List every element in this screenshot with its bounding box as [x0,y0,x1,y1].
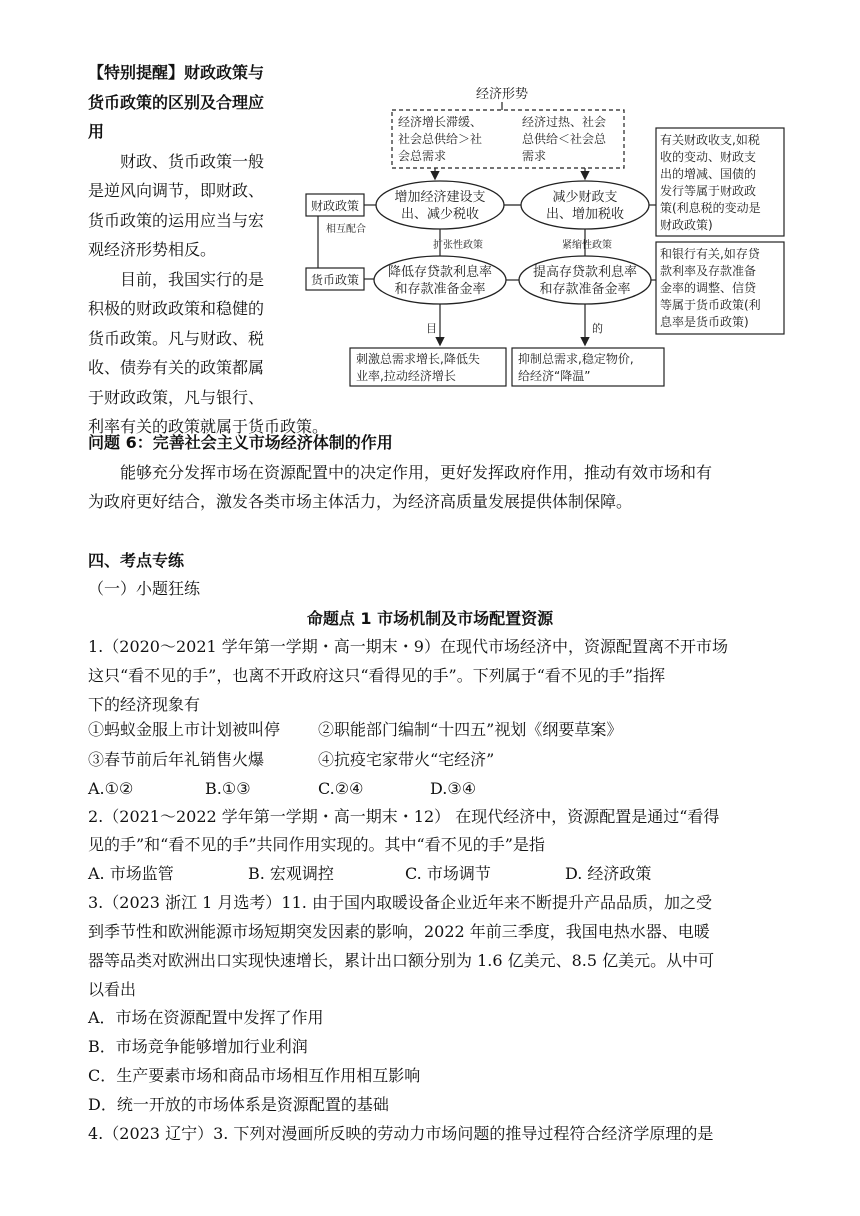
result-right-line: 抑制总需求,稳定物价, [518,352,634,366]
q1-item: ④抗疫宅家带火“宅经济” [318,750,495,769]
monetary-tight-line: 和存款准备金率 [539,282,631,297]
fiscal-expand-line: 增加经济建设支 [394,190,486,205]
q2-option-b[interactable]: B. 宏观调控 [248,864,334,883]
fiscal-expand-line: 出、减少税收 [400,207,480,222]
reminder-title-line: 【特别提醒】财政政策与 [88,63,265,82]
q1-option-c[interactable]: C.②④ [318,779,364,798]
fiscal-note-line: 收的变动、财政支 [660,150,757,164]
tight-policy-label: 紧缩性政策 [562,240,612,251]
q4-stem-line: 4.（2023 辽宁）3. 下列对漫画所反映的劳动力市场问题的推导过程符合经济学原理的是 [88,1124,714,1143]
expand-policy-label: 扩张性政策 [433,240,483,251]
result-right-line: 给经济“降温” [518,369,591,383]
reminder-text-line: 是逆风向调节，即财政、 [88,181,265,200]
q3-stem-line: 到季节性和欧洲能源市场短期突发因素的影响，2022 年前三季度，我国电热水器、电暖 [88,922,710,941]
right-situation-line: 总供给＜社会总 [522,132,607,146]
policy-diagram [300,82,786,390]
reminder-text-line: 积极的财政政策和稳健的 [88,299,265,318]
reminder-text-line: 利率有关的政策就属于货币政策。 [88,417,329,436]
monetary-note-line: 金率的调整、信贷 [660,281,757,295]
policy-diagram-svg [300,82,786,390]
q1-item: ③春节前后年礼销售火爆 [88,750,265,769]
left-situation-line: 社会总供给＞社 [398,132,483,146]
monetary-tight-line: 提高存贷款利息率 [532,265,638,280]
section4-subheading: （一）小题狂练 [88,579,201,598]
right-situation-line: 需求 [522,149,547,163]
q1-item: ②职能部门编制“十四五”视划《纲要草案》 [318,720,623,739]
monetary-policy-label: 货币政策 [310,273,360,287]
q1-option-a[interactable]: A.①② [88,779,134,798]
reminder-title-line: 用 [88,122,105,141]
monetary-expand-line: 和存款准备金率 [394,282,486,297]
fiscal-note-line: 财政政策) [660,218,713,232]
issue6-heading: 问题 6：完善社会主义市场经济体制的作用 [88,433,393,452]
q1-option-d[interactable]: D.③④ [430,779,477,798]
left-situation-line: 经济增长滞缓、 [398,115,483,129]
fiscal-note-line: 出的增减、国债的 [660,167,757,181]
mutual-label [326,222,366,235]
q2-option-d[interactable]: D. 经济政策 [565,864,652,883]
reminder-text-line: 观经济形势相反。 [88,240,217,259]
q2-stem-line: 2.（2021～2022 学年第一学期・高一期末・12） 在现代经济中，资源配置是通过“看得 [88,807,720,826]
fiscal-note-line: 策(利息税的变动是 [660,201,761,215]
right-situation-line: 经济过热、社会 [522,115,607,129]
reminder-text-line: 于财政政策，凡与银行、 [88,387,265,407]
q3-option-b[interactable]: B．市场竞争能够增加行业利润 [88,1037,308,1056]
q3-stem-line: 3.（2023 浙江 1 月选考）11. 由于国内取暖设备企业近年来不断提升产品品质，加之受 [88,893,712,912]
fiscal-tight-line: 出、增加税收 [545,207,625,222]
q1-stem-line: 这只“看不见的手”，也离不开政府这只“看得见的手”。下列属于“看不见的手”指挥 [88,666,666,685]
q1-stem-line: 1.（2020～2021 学年第一学期・高一期末・9）在现代市场经济中，资源配置离不开市场 [88,637,728,656]
reminder-text-line: 财政、货币政策一般 [120,151,265,171]
monetary-note-line: 等属于货币政策(利 [660,298,761,312]
fiscal-tight-line: 减少财政支 [552,190,618,205]
section4-heading: 四、考点专练 [88,551,185,570]
fiscal-note-line: 有关财政收支,如税 [660,133,760,147]
monetary-expand-line: 降低存贷款利息率 [387,265,493,280]
reminder-text-line: 货币政策的运用应当与宏 [88,210,265,230]
topic-heading: 命题点 1 市场机制及市场配置资源 [306,609,554,628]
q2-option-a[interactable]: A. 市场监管 [88,864,174,883]
issue6-body-line: 为政府更好结合，激发各类市场主体活力，为经济高质量发展提供体制保障。 [88,492,633,511]
q3-stem-line: 以看出 [88,980,137,999]
issue6-body-line: 能够充分发挥市场在资源配置中的决定作用，更好发挥政府作用，推动有效市场和有 [120,463,713,482]
q2-stem-line: 见的手”和“看不见的手”共同作用实现的。其中“看不见的手”是指 [88,835,545,854]
diagram-title: 经济形势 [475,87,529,102]
purpose-char-a: 目 [426,322,437,335]
special-reminder [88,58,329,442]
q3-option-d[interactable]: D．统一开放的市场体系是资源配置的基础 [88,1095,389,1114]
q3-option-c[interactable]: C．生产要素市场和商品市场相互作用相互影响 [88,1066,421,1085]
result-left-line: 刺激总需求增长,降低失 [356,352,480,366]
reminder-text-line: 货币政策。凡与财政、税 [88,328,265,348]
q2-option-c[interactable]: C. 市场调节 [405,864,491,883]
reminder-title-line: 货币政策的区别及合理应 [88,92,265,112]
fiscal-policy-label: 财政政策 [310,199,360,213]
q1-item: ①蚂蚁金服上市计划被叫停 [88,720,281,739]
result-left-line: 业率,拉动经济增长 [356,369,456,383]
reminder-text-line: 收、债券有关的政策都属 [88,358,265,377]
monetary-note-line: 款利率及存款准备 [660,264,757,278]
purpose-char-b: 的 [592,322,603,335]
q3-option-a[interactable]: A．市场在资源配置中发挥了作用 [88,1008,324,1027]
monetary-note-line: 息率是货币政策) [660,315,749,329]
reminder-text-line: 目前，我国实行的是 [120,269,265,289]
q3-stem-line: 器等品类对欧洲出口实现快速增长，累计出口额分别为 1.6 亿美元、8.5 亿美元。从中可 [88,951,715,970]
q1-stem-line: 下的经济现象有 [88,695,201,714]
mutual-label-text: 相互配合 [326,224,366,235]
left-situation-line: 会总需求 [398,149,447,163]
fiscal-note-line: 发行等属于财政政 [660,184,757,198]
q1-option-b[interactable]: B.①③ [205,779,251,798]
monetary-note-line: 和银行有关,如存贷 [660,247,760,261]
